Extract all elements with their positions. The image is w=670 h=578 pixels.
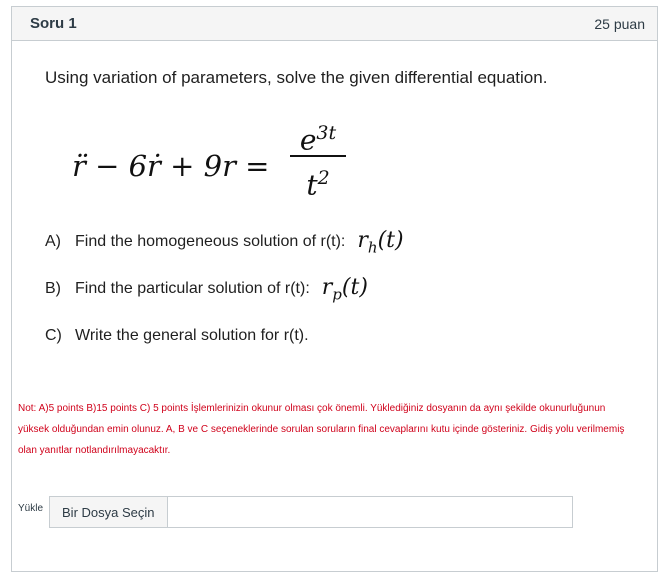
part-text: Find the homogeneous solution of r(t): — [75, 233, 346, 250]
part-a — [45, 228, 404, 256]
file-upload-field[interactable] — [49, 496, 573, 528]
fraction-bar — [290, 155, 346, 157]
part-letter: A) — [45, 233, 61, 250]
choose-file-button[interactable]: Bir Dosya Seçin — [50, 497, 167, 527]
equation-numerator: $e^{3t}$ — [299, 122, 337, 157]
upload-row — [18, 496, 573, 528]
question-header — [12, 7, 657, 41]
differential-equation — [72, 113, 372, 213]
question-points: 25 puan — [594, 15, 645, 32]
part-letter: B) — [45, 280, 61, 297]
grading-note: Not: A)5 points B)15 points C) 5 points İşlemlerinizin okunur olması çok önemli. Yüklediğiniz dosyanın da aynı şekilde okunurluğunun yüksek olduğundan emin olunuz. A, B ve C seçeneklerinde sorulan soruların final cevaplarını kutu içinde gösteriniz. Gidiş yolu verilmemiş olan yanıtlar notlandırılmayacaktır. — [18, 403, 625, 456]
part-c — [45, 322, 404, 350]
equation-fraction — [290, 113, 346, 202]
part-text: Write the general solution for r(t). — [75, 327, 309, 344]
part-letter: C) — [45, 327, 62, 344]
question-intro: Using variation of parameters, solve the given differential equation. — [45, 68, 548, 87]
equation-denominator: $t^2$ — [306, 167, 330, 202]
question-parts — [45, 228, 404, 369]
part-b — [45, 275, 404, 303]
part-math: $r_p(t)$ — [321, 274, 368, 304]
upload-label: Yükle — [18, 502, 44, 514]
part-math: $r_h(t)$ — [357, 227, 404, 257]
part-text: Find the particular solution of r(t): — [75, 280, 310, 297]
question-title: Soru 1 — [30, 15, 77, 32]
equation-lhs: r̈ − 6ṙ + 9r = — [72, 149, 270, 183]
